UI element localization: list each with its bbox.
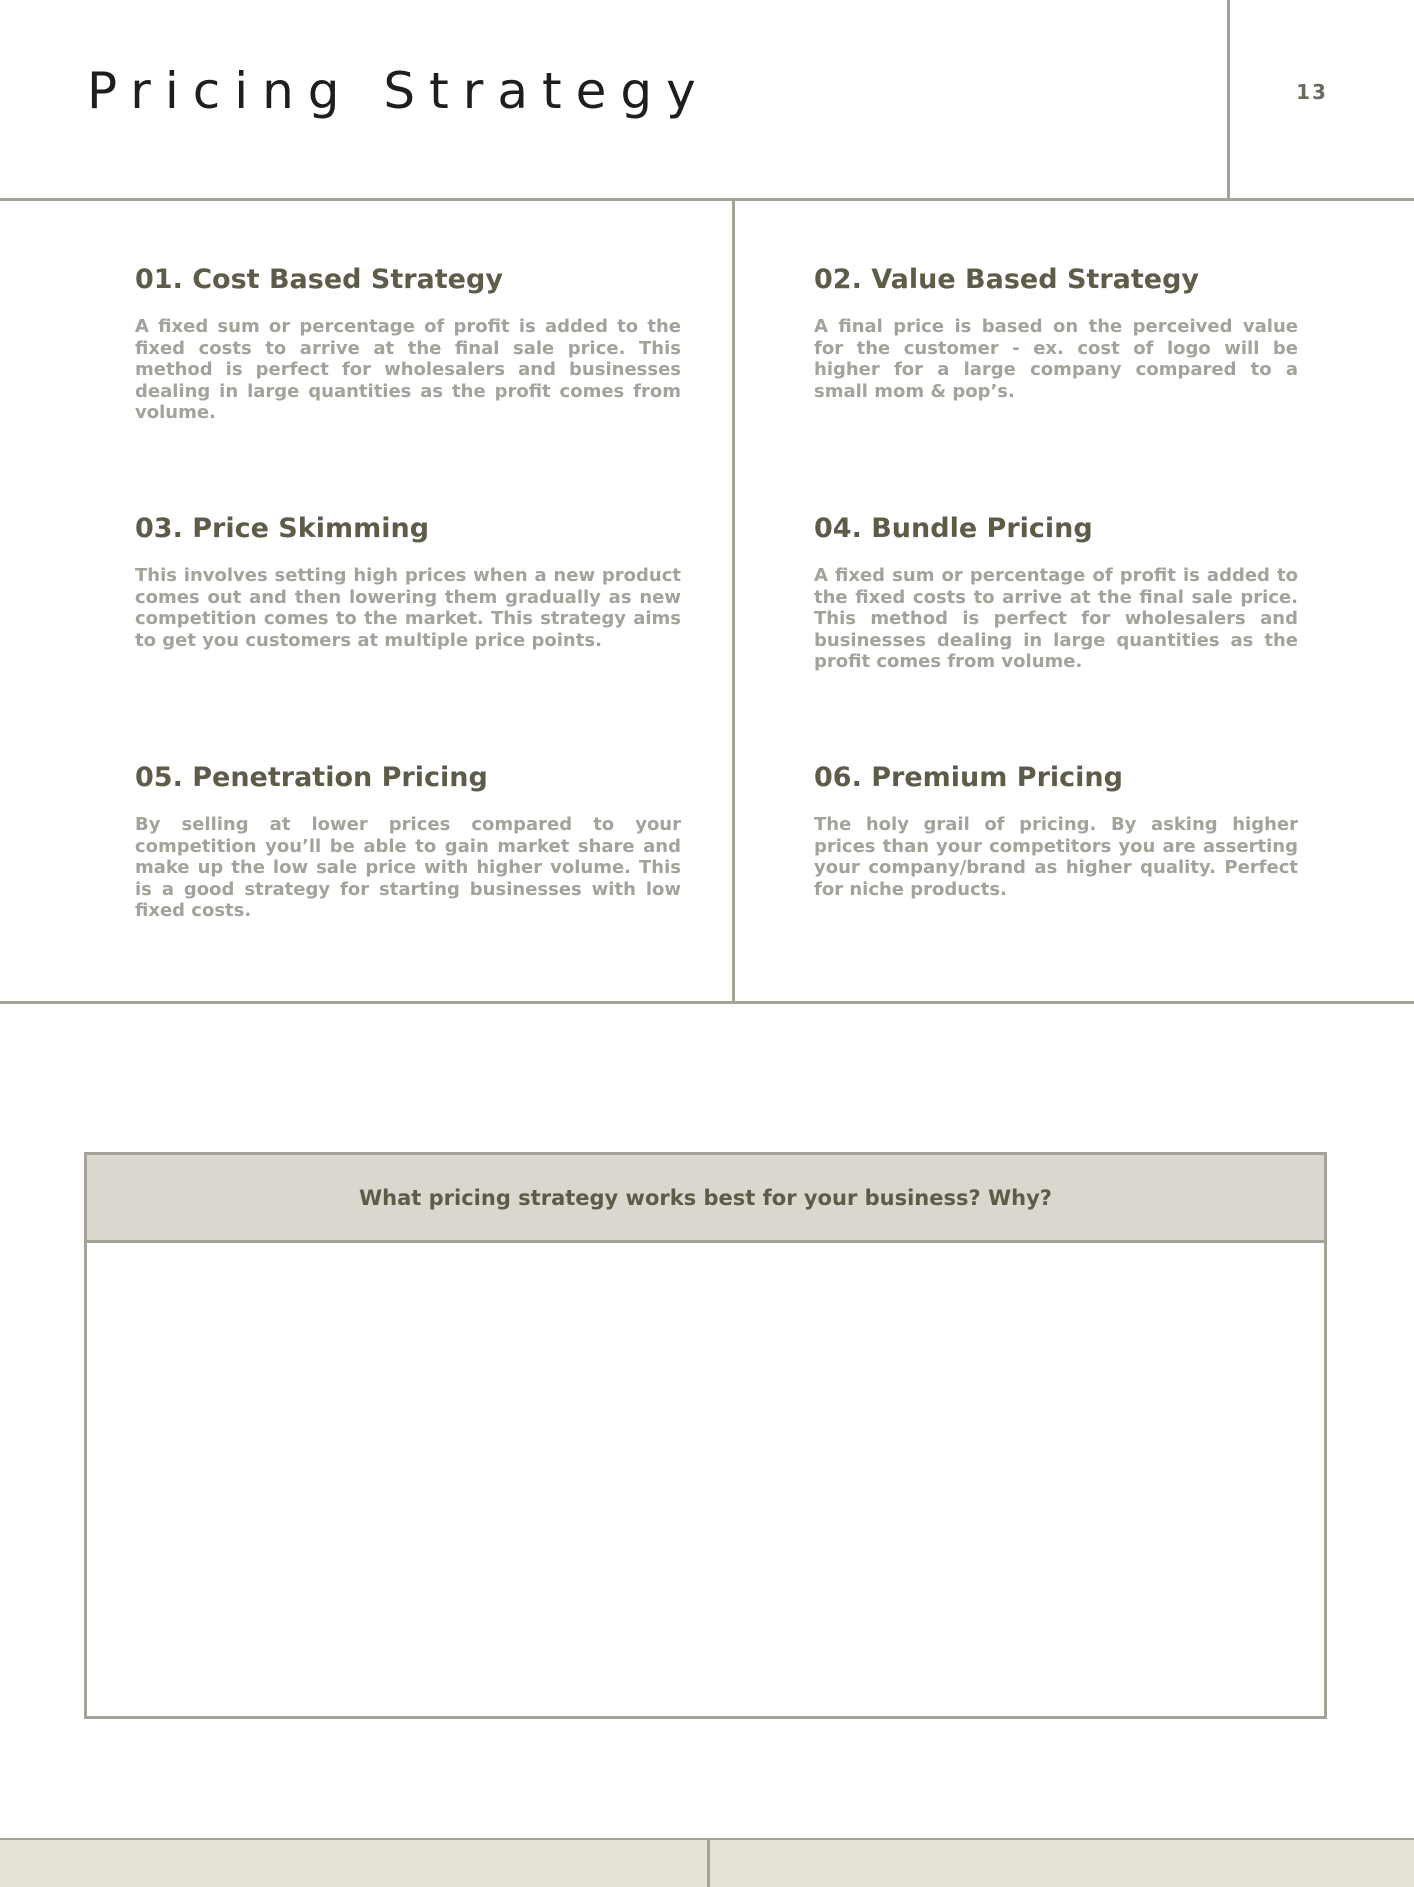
reflection-header	[87, 1155, 1324, 1243]
strategy-heading: 05. Penetration Pricing	[135, 762, 488, 793]
page-number: 13	[1296, 80, 1328, 104]
reflection-answer-area[interactable]	[87, 1243, 1324, 1716]
header-bottom-rule	[0, 198, 1414, 201]
footer-panel-right	[710, 1840, 1414, 1887]
strategy-description: The holy grail of pricing. By asking higher prices than your competitors you are asserting your company/brand as higher quality. Perfect for niche products.	[814, 814, 1298, 900]
strategy-description: A fixed sum or percentage of profit is added to the fixed costs to arrive at the final sale price. This method is perfect for wholesalers and businesses dealing in large quantities as the profit comes from volume.	[814, 565, 1298, 672]
strategy-heading: 06. Premium Pricing	[814, 762, 1123, 793]
reflection-question: What pricing strategy works best for your business? Why?	[359, 1185, 1052, 1210]
grid-bottom-rule	[0, 1001, 1414, 1004]
grid-center-divider	[732, 199, 735, 1002]
strategy-description: This involves setting high prices when a new product comes out and then lowering them gradually as new competition comes to the market. This strategy aims to get you customers at multiple price points.	[135, 565, 681, 651]
footer-panel-left	[0, 1840, 707, 1887]
strategy-description: A fixed sum or percentage of profit is added to the fixed costs to arrive at the final sale price. This method is perfect for wholesalers and businesses dealing in large quantities as the profit comes from volume.	[135, 316, 681, 423]
strategy-heading: 02. Value Based Strategy	[814, 264, 1200, 295]
strategy-premium-pricing	[814, 762, 1298, 900]
strategy-heading: 04. Bundle Pricing	[814, 513, 1093, 544]
strategy-penetration-pricing	[135, 762, 681, 922]
strategy-heading: 03. Price Skimming	[135, 513, 430, 544]
strategy-heading: 01. Cost Based Strategy	[135, 264, 503, 295]
strategy-bundle-pricing	[814, 513, 1298, 673]
reflection-box	[84, 1152, 1327, 1719]
strategy-cost-based	[135, 264, 681, 424]
strategy-price-skimming	[135, 513, 681, 651]
strategy-description: A final price is based on the perceived value for the customer - ex. cost of logo will be higher for a large company compared to a small mom & pop’s.	[814, 316, 1298, 402]
strategy-value-based	[814, 264, 1298, 402]
strategy-description: By selling at lower prices compared to your competition you’ll be able to gain market share and make up the low sale price with higher volume. This is a good strategy for starting businesses with low fixed costs.	[135, 814, 681, 921]
page-title: Pricing Strategy	[87, 62, 710, 120]
